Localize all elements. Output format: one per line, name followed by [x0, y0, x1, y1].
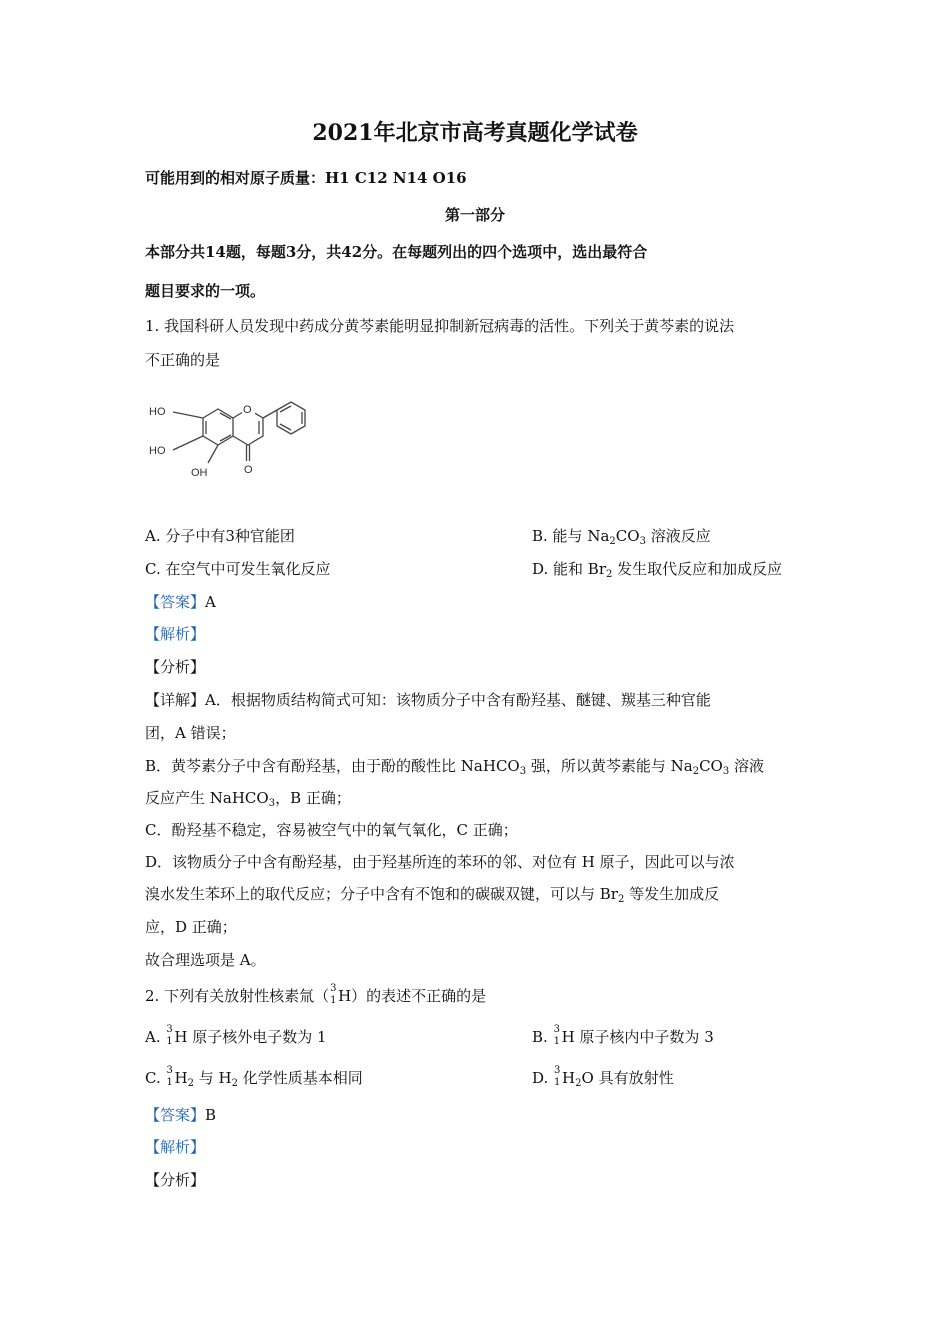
baicalein-structure: [145, 388, 315, 488]
q2-answer: [145, 1105, 216, 1125]
answer-value: A: [205, 593, 216, 611]
part-intro-line-1: 本部分共14题，每题3分，共42分。在每题列出的四个选项中，选出最符合: [145, 243, 648, 261]
q1-detail-line-4: 反应产生 NaHCO$_3$，B 正确；: [145, 789, 351, 809]
q2-option-a: A. 3 1 H 原子核外电子数为 1: [145, 1024, 327, 1047]
hydroxyl-label-middle: HO: [149, 445, 166, 457]
q1-analysis-label: 【解析】: [145, 625, 206, 643]
q1-detail-line-6: D．该物质分子中含有酚羟基，由于羟基所连的苯环的邻、对位有 H 原子，因此可以与浓: [145, 853, 735, 871]
q2-stem: 2. 下列有关放射性核素氚（ 3 1 H）的表述不正确的是: [145, 983, 487, 1006]
q1-option-a: A. 分子中有3种官能团: [145, 527, 295, 545]
ring-oxygen-label: O: [243, 404, 252, 416]
q1-detail-line-5: C．酚羟基不稳定，容易被空气中的氧气氧化，C 正确；: [145, 821, 518, 839]
part-title: 第一部分: [444, 206, 505, 224]
q1-detail-line-3: B．黄芩素分子中含有酚羟基，由于酚的酸性比 NaHCO$_3$ 强，所以黄芩素能与 $Na_2CO_3$ 溶液: [145, 757, 765, 777]
part-intro-line-2: 题目要求的一项。: [145, 282, 266, 300]
q1-option-c: C. 在空气中可发生氧化反应: [145, 560, 331, 578]
carbonyl-oxygen-label: O: [244, 464, 253, 476]
q1-detail-line-1: 【详解】A．根据物质结构简式可知：该物质分子中含有酚羟基、醚键、羰基三种官能: [145, 691, 711, 709]
q2-fenxi-label: 【分析】: [145, 1171, 206, 1189]
q1-answer: [145, 592, 216, 612]
hydroxyl-label-top: HO: [149, 406, 166, 418]
q1-stem-line-2: 不正确的是: [145, 351, 221, 369]
phenyl-ring: [277, 402, 305, 434]
answer-label: 【答案】: [145, 1106, 206, 1124]
benzene-ring-a: [203, 409, 233, 445]
q2-option-c: C. 3 1 $H_2$ 与 $H_2$ 化学性质基本相同: [145, 1065, 363, 1089]
q2-option-d: D. 3 1 $H_2O$ 具有放射性: [532, 1065, 674, 1089]
q1-detail-line-7: 溴水发生苯环上的取代反应；分子中含有不饱和的碳碳双键，可以与 $Br_2$ 等发生加成反: [145, 885, 720, 905]
answer-value: B: [205, 1106, 217, 1124]
hydroxyl-label-bottom: OH: [191, 467, 208, 479]
q2-option-b: B. 3 1 H 原子核内中子数为 3: [532, 1024, 714, 1047]
q1-detail-line-8: 应，D 正确；: [145, 918, 237, 936]
page-title: 2021年北京市高考真题化学试卷: [312, 120, 638, 146]
q1-detail-line-2: 团，A 错误；: [145, 724, 236, 742]
q1-option-d: D. 能和 $Br_2$ 发生取代反应和加成反应: [532, 560, 783, 580]
q2-analysis-label: 【解析】: [145, 1138, 206, 1156]
q1-option-b: B. 能与 $Na_2CO_3$ 溶液反应: [532, 527, 711, 547]
q1-conclusion: 故合理选项是 A。: [145, 951, 266, 969]
q1-stem-line-1: 1. 我国科研人员发现中药成分黄芩素能明显抑制新冠病毒的活性。下列关于黄芩素的说法: [145, 317, 735, 335]
q1-fenxi-label: 【分析】: [145, 658, 206, 676]
atomic-masses-line: 可能用到的相对原子质量：H1 C12 N14 O16: [145, 169, 467, 187]
answer-label: 【答案】: [145, 593, 206, 611]
